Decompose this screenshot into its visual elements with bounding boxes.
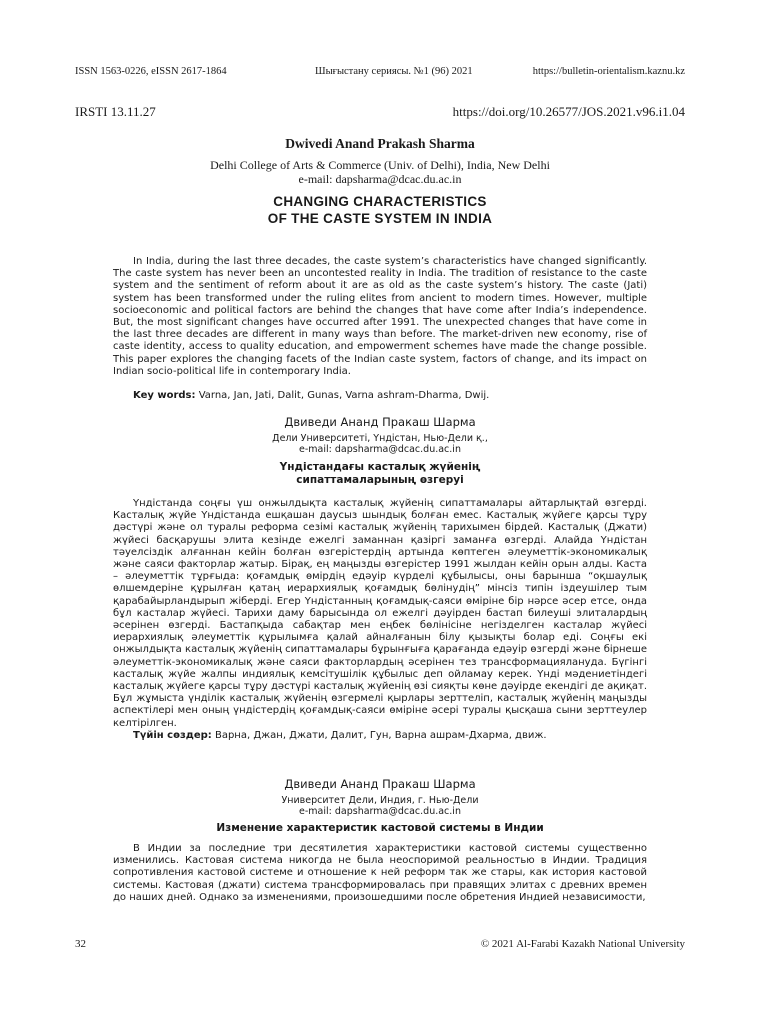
affiliation-kk bbox=[75, 433, 685, 455]
affiliation-en-text: Delhi College of Arts & Commerce (Univ. of Delhi), India, New Delhi bbox=[210, 158, 550, 172]
author-name-en: Dwivedi Anand Prakash Sharma bbox=[285, 136, 475, 151]
abstract-kk bbox=[113, 498, 647, 742]
email-kk[interactable]: e-mail: dapsharma@dcac.du.ac.in bbox=[299, 444, 461, 455]
abstract-en-text: In India, during the last three decades, the caste system’s characteristics have changed significantly. The caste system has never been an uncontested reality in India. The tradition of resistance to the caste system and the sentiment of reform about it are as old as the caste system’s history. The caste (Jati) system has been transformed under the ruling elites from ancient to modern times. However, multiple socioeconomic and political factors are behind the changes that have come after India’s independence. But, the most significant changes have occurred after 1991. The unexpected changes that have come in the last three decades are different in many ways than before. The market-driven new economy, rise of caste identity, access to quality education, and empowerment schemes have made the change possible. This paper explores the changing facets of the Indian caste system, factors of change, and its impact on Indian socio-political life in contemporary India. bbox=[113, 256, 647, 377]
copyright-notice: © 2021 Al-Farabi Kazakh National University bbox=[480, 938, 685, 950]
abstract-ru bbox=[113, 843, 647, 904]
keywords-en-text: Varna, Jan, Jati, Dalit, Gunas, Varna ashram-Dharma, Dwij. bbox=[195, 390, 490, 401]
running-header bbox=[75, 66, 685, 80]
abstract-ru-text: В Индии за последние три десятилетия характеристики кастовой системы существенно изменились. Кастовая система никогда не была неоспоримой реальностью в Индии. Традиция сопротивления кастовой системе и отношение к ней реформ так же стары, как история кастовой системы. Кастовая (джати) система трансформировалась при правящих элитах с древних времен до наших дней. Однако за изменениями, произошедшими после обретения Индией независимости, bbox=[113, 843, 647, 903]
article-title-kk bbox=[75, 461, 685, 487]
keywords-en-label: Key words: bbox=[133, 390, 196, 401]
keywords-en bbox=[113, 390, 647, 402]
title-en-line1: CHANGING CHARACTERISTICS bbox=[273, 194, 487, 209]
affiliation-en bbox=[75, 158, 685, 186]
journal-url[interactable]: https://bulletin-orientalism.kaznu.kz bbox=[532, 66, 685, 77]
keywords-kk-text: Варна, Джан, Джати, Далит, Гун, Варна ашрам-Дхарма, движ. bbox=[211, 729, 547, 741]
email-ru[interactable]: e-mail: dapsharma@dcac.du.ac.in bbox=[299, 806, 461, 817]
affiliation-ru bbox=[75, 795, 685, 817]
series-label: Шығыстану сериясы. №1 (96) 2021 bbox=[315, 66, 473, 77]
author-name-ru: Двиведи Ананд Пракаш Шарма bbox=[284, 777, 476, 791]
title-en-line2: OF THE CASTE SYSTEM IN INDIA bbox=[267, 211, 493, 226]
abstract-en bbox=[113, 256, 647, 378]
title-kk-line2: сипаттамаларының өзгеруі bbox=[296, 474, 464, 486]
abstract-kk-text: Үндістанда соңғы үш онжылдықта касталық жүйенің сипаттамалары айтарлықтай өзгерді. Касталық жүйе Үндістанда ешқашан даусыз шындық болған емес. Касталық жүйеге қарсы тұру дәстүрі және ол туралы реформа сезімі касталық жүйенің тарихымен бірдей. Касталық (Джати) жүйесі басқарушы элита кезінде ежелгі заманнан қазіргі заманға өзгерді. Алайда Үндістан тәуелсіздік алғаннан кейін болған өзгерістердің артында көптеген әлеуметтік-экономикалық және саяси факторлар жатыр. Бірақ, ең маңызды өзгерістер 1991 жылдан кейін орын алды. Каста – әлеуметтік тұрғыда: қоғамдық өмірдің едәуір күрделі құбылысы, оны барынша “оқшаулық өлшемдеріне құрылған қатаң иерархиялық қоғамдық бөлінудің” мінсіз типін іздеушілер тым қарабайырландырып жіберді. Егер Үндістанның қоғамдық-саяси өміріне бір нәрсе әсер етсе, онда бұл касталар жүйесі. Тарихи даму барысында ол ежелгі дәуірден бастап билеуші элиталардың әсерінен өзгерді. Бастапқыда сабақтар мен еңбек бөлінісіне негізделген касталар жүйесі иерархиялық әлеуметтік құрылымға қалай айналғанын білу қызықты болар еді. Соңғы екі онжылдықта касталық жүйенің сипаттамалары бұрынғыға қарағанда едәуір өзгерді және бірнеше әлеуметтік-экономикалық және саяси факторлардың әсерінен тез трансформациялануда. Бүгінгі касталық жүйе жалпы индиялық кемсітушілік құбылыс деп ойламау керек. Үнді мәдениетіндегі касталық жүйеге қарсы тұру дәстүрі касталық жүйенің өзі сияқты көне дәуірде екендігі де ақиқат. Бұл жұмыста үнділік касталық жүйенің өзгермелі қырлары зерттеліп, касталық жүйенің маңызды аспектілері мен оның үндістердің қоғамдық-саяси өміріне әсері туралы қысқаша сыни зерттеулер келтірілген. bbox=[113, 498, 647, 729]
article-title-en bbox=[75, 193, 685, 227]
affiliation-ru-text: Университет Дели, Индия, г. Нью-Дели bbox=[281, 795, 479, 806]
author-name-kk: Двиведи Ананд Пракаш Шарма bbox=[284, 415, 476, 429]
email-en[interactable]: e-mail: dapsharma@dcac.du.ac.in bbox=[298, 172, 462, 186]
title-kk-line1: Үндістандағы касталық жүйенің bbox=[279, 461, 481, 473]
page-footer bbox=[75, 938, 685, 952]
issn-label: ISSN 1563-0226, eISSN 2617-1864 bbox=[75, 66, 227, 77]
affiliation-kk-text: Дели Университеті, Үндістан, Нью-Дели қ., bbox=[272, 433, 488, 444]
irsti-code: IRSTI 13.11.27 bbox=[75, 104, 156, 119]
article-meta bbox=[75, 104, 685, 120]
doi-link[interactable]: https://doi.org/10.26577/JOS.2021.v96.i1.04 bbox=[452, 104, 685, 119]
keywords-kk-label: Түйін сөздер: bbox=[133, 729, 212, 741]
article-title-ru: Изменение характеристик кастовой системы в Индии bbox=[216, 822, 544, 834]
page-number: 32 bbox=[75, 938, 86, 950]
